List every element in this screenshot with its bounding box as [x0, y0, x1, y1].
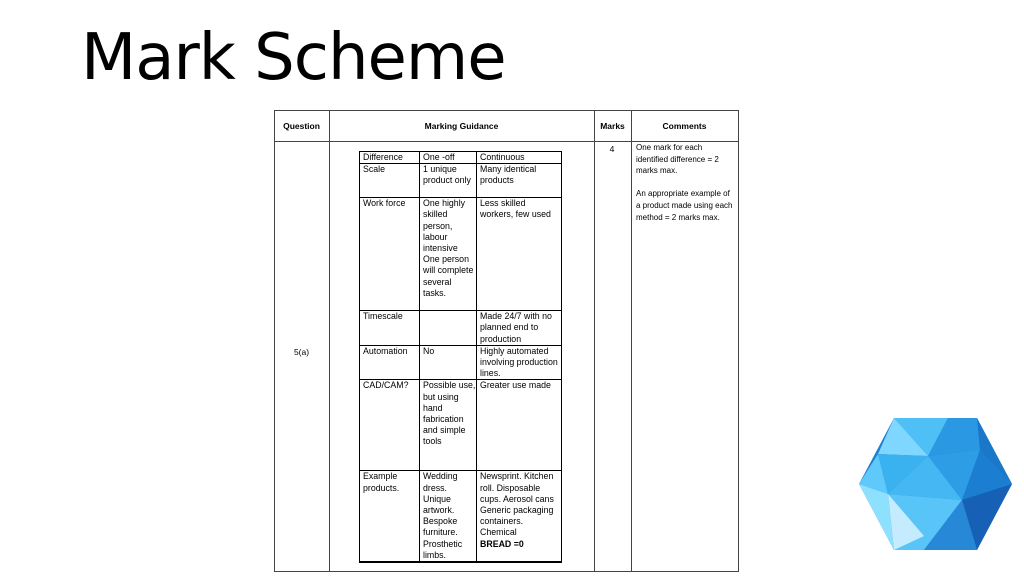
slide-title: Mark Scheme	[81, 21, 506, 95]
guidance-cell: CAD/CAM?	[360, 380, 420, 471]
guidance-cell: Automation	[360, 345, 420, 380]
guidance-cell: 1 unique product only	[420, 164, 477, 198]
guidance-cell: Possible use, but using hand fabrication and simple tools	[420, 380, 477, 471]
guidance-cell: Less skilled workers, few used	[477, 198, 562, 311]
guidance-row	[360, 311, 562, 346]
header-comments: Comments	[662, 120, 707, 131]
example-products-text: Newsprint. Kitchen roll. Disposable cups. Aerosol cans Generic packaging containers. Chemical	[480, 471, 554, 538]
guidance-cell: No	[420, 345, 477, 380]
header-marking-guidance: Marking Guidance	[424, 120, 499, 131]
guidance-cell: One highly skilled person, labour intensive One person will complete several tasks.	[420, 198, 477, 311]
guidance-cell	[477, 471, 562, 562]
bread-note: BREAD =0	[480, 538, 524, 549]
guidance-row	[360, 345, 562, 380]
crystal-hexagon-logo-icon	[858, 416, 1013, 552]
question-number: 5(a)	[293, 347, 310, 357]
guidance-row	[360, 198, 562, 311]
marks-value: 4	[609, 144, 615, 154]
guidance-row	[360, 164, 562, 198]
header-marks: Marks	[600, 120, 625, 131]
guidance-cell: Work force	[360, 198, 420, 311]
comments-text	[636, 142, 736, 235]
guidance-cell: Continuous	[477, 152, 562, 164]
guidance-cell: Many identical products	[477, 164, 562, 198]
guidance-row	[360, 471, 562, 562]
header-question: Question	[283, 120, 320, 131]
guidance-row	[360, 380, 562, 471]
guidance-cell: Greater use made	[477, 380, 562, 471]
guidance-cell: Example products.	[360, 471, 420, 562]
guidance-cell: Highly automated involving production lines.	[477, 345, 562, 380]
comment-line: An appropriate example of a product made using each method = 2 marks max.	[636, 189, 733, 222]
guidance-cell: Made 24/7 with no planned end to production	[477, 311, 562, 346]
guidance-table	[359, 151, 562, 563]
guidance-cell	[420, 311, 477, 346]
guidance-header-row	[360, 152, 562, 164]
guidance-cell: Difference	[360, 152, 420, 164]
comment-line: One mark for each identified difference = 2 marks max.	[636, 143, 719, 176]
guidance-cell: One -off	[420, 152, 477, 164]
guidance-cell: Scale	[360, 164, 420, 198]
guidance-cell: Timescale	[360, 311, 420, 346]
guidance-cell: Wedding dress. Unique artwork. Bespoke furniture. Prosthetic limbs.	[420, 471, 477, 562]
mark-scheme-table	[274, 110, 739, 572]
